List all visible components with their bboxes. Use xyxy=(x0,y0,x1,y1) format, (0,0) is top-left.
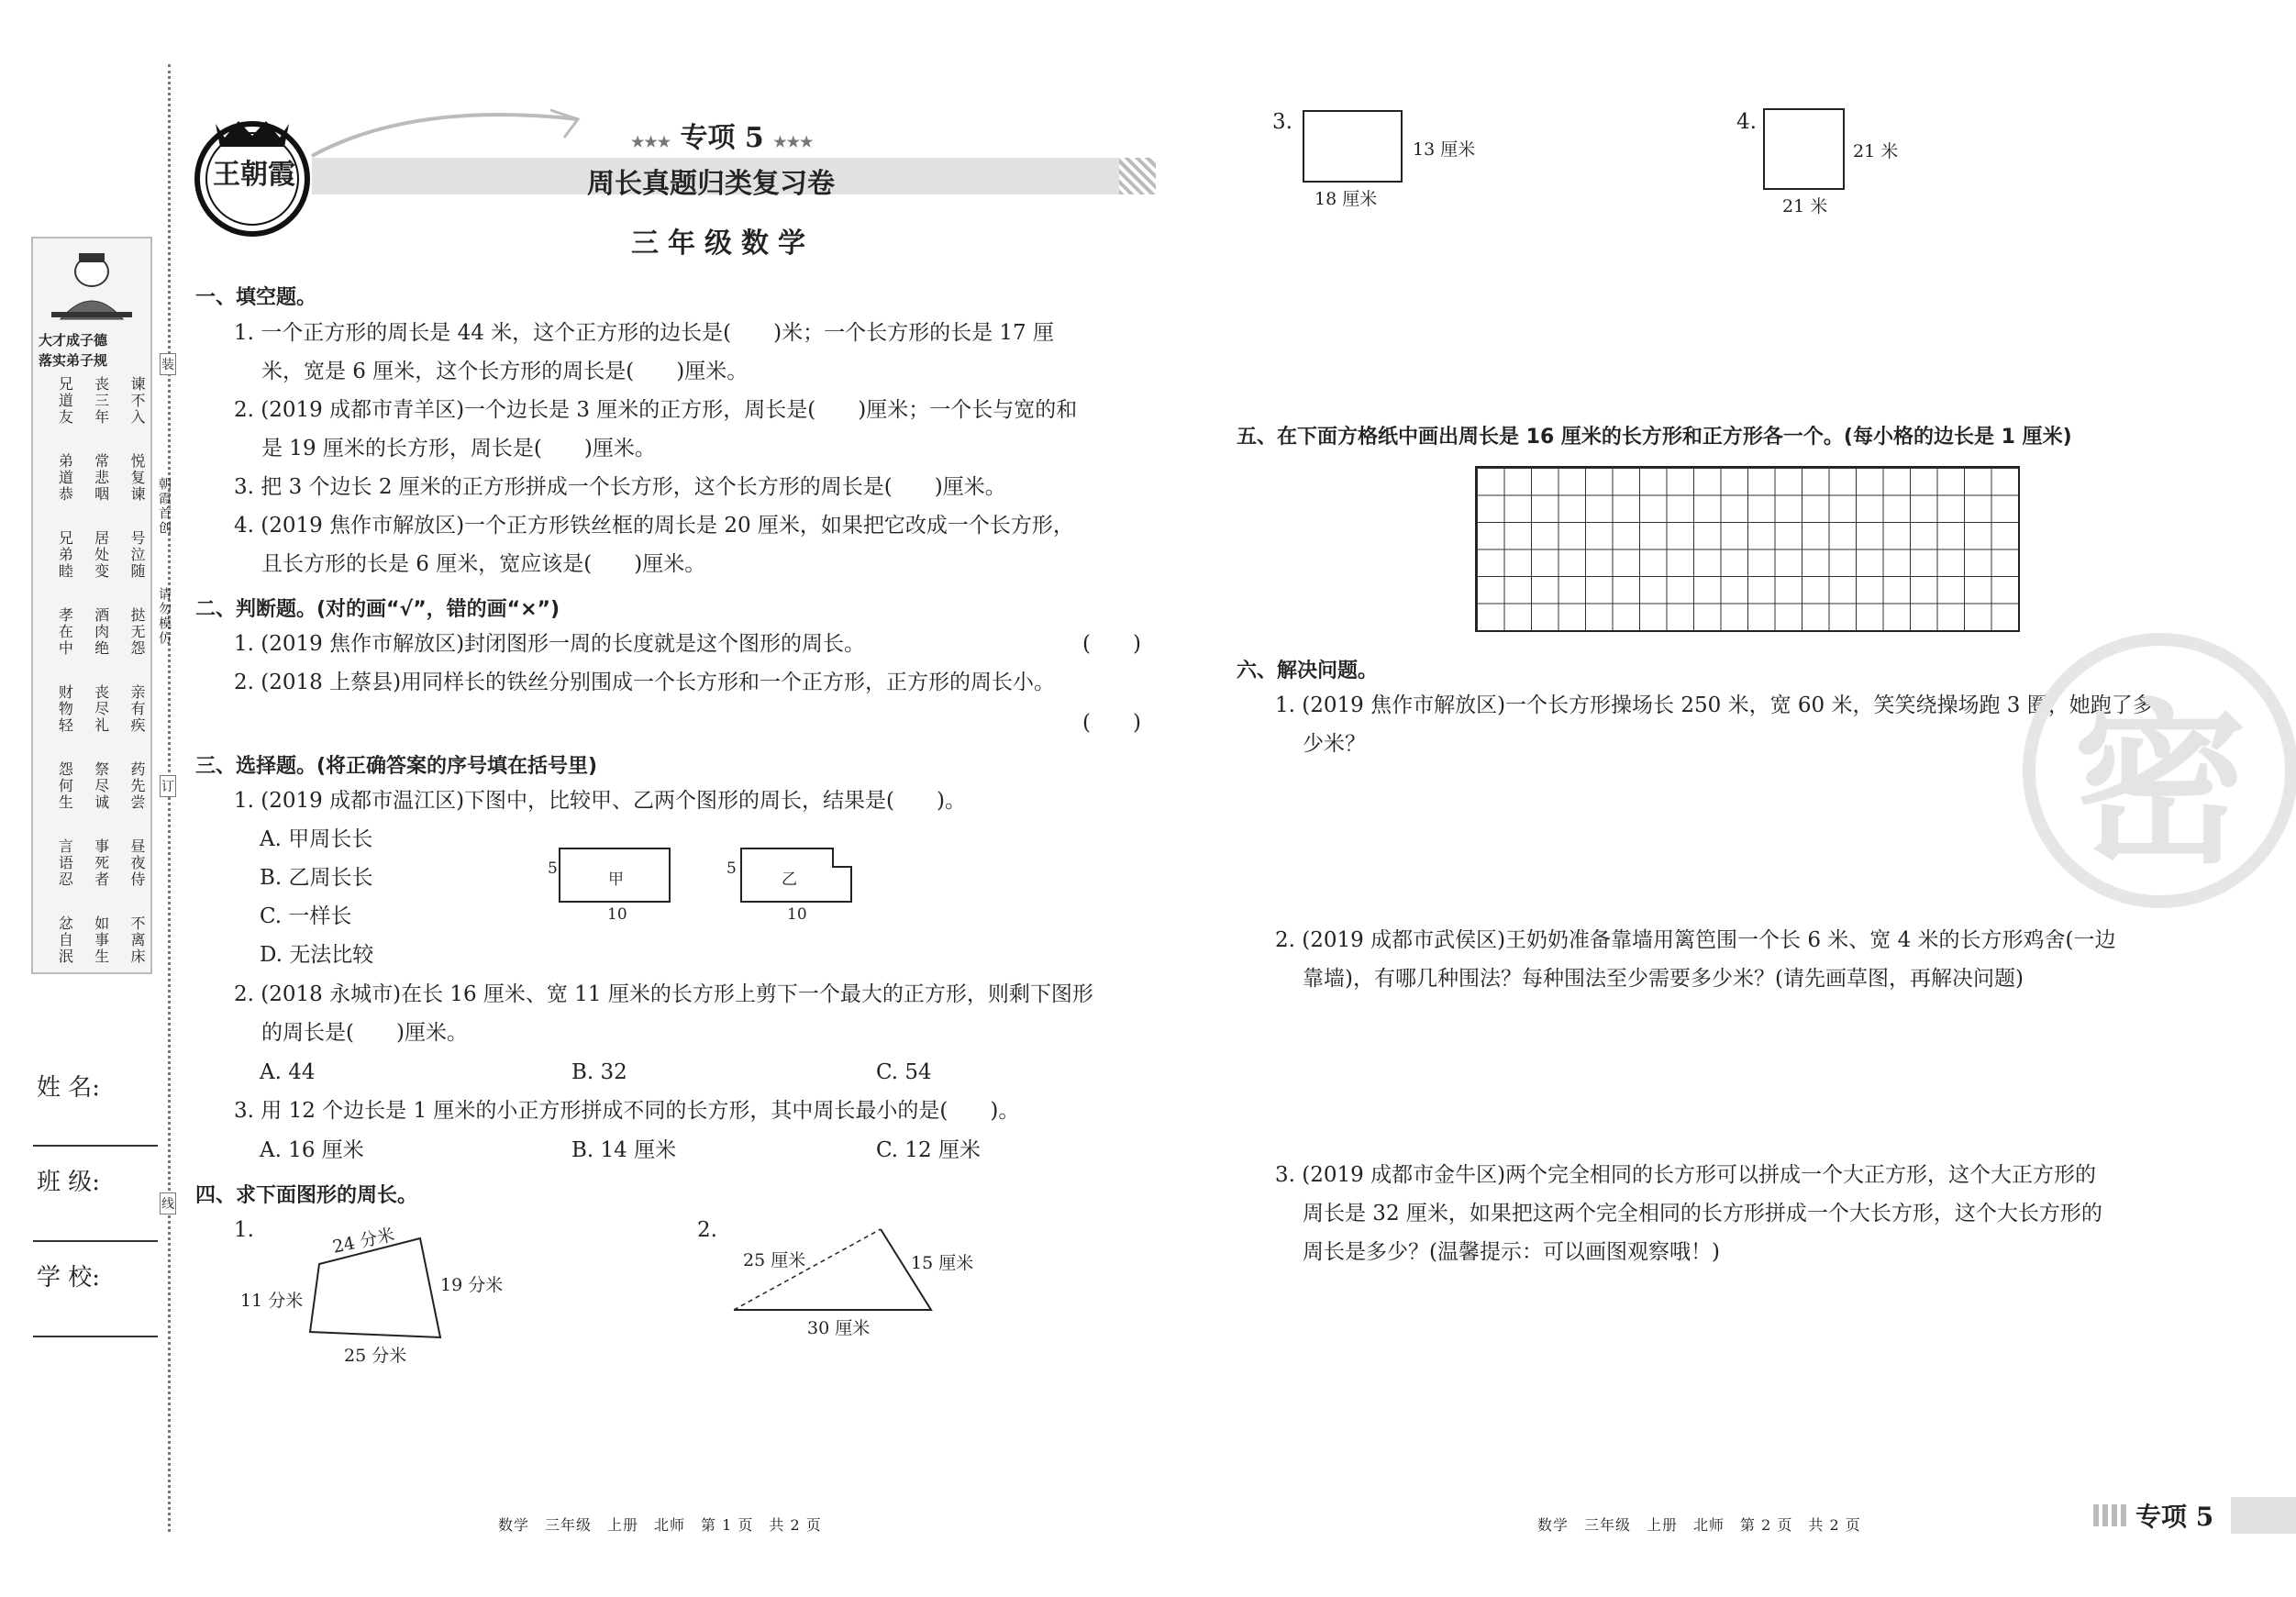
s3-q2-line2: 的周长是( )厘米。 xyxy=(261,1021,468,1045)
fig2-left-label: 25 厘米 xyxy=(743,1250,806,1270)
s3-q2-opt-c: C. 54 xyxy=(876,1060,932,1084)
s3-q1-opt-b: B. 乙周长长 xyxy=(260,866,373,890)
fig4-square xyxy=(1763,108,1845,190)
cut-mark-ding: 订 xyxy=(160,775,176,797)
motto-col: 忿自泯 xyxy=(56,915,74,965)
name-label: 姓 名: xyxy=(37,1074,101,1102)
motto-col: 孝在中 xyxy=(56,607,74,657)
side-note-1: 朝霞首创 xyxy=(157,477,172,536)
section-6-title: 六、解决问题。 xyxy=(1237,660,1379,682)
motto-col: 药先尝 xyxy=(128,761,146,811)
motto-col: 悦复谏 xyxy=(128,453,146,503)
motto-line-1: 大才成子德 xyxy=(39,332,108,349)
s2-q1: 1. (2019 焦作市解放区)封闭图形一周的长度就是这个图形的周长。 xyxy=(234,632,866,656)
s3-q3-opt-a: A. 16 厘米 xyxy=(260,1138,364,1162)
cut-mark-zhuang: 装 xyxy=(160,353,176,375)
fig1-bottom-label: 25 分米 xyxy=(344,1346,407,1366)
motto-col: 兄弟睦 xyxy=(56,530,74,580)
secret-stamp xyxy=(2023,633,2296,908)
class-field[interactable] xyxy=(33,1240,158,1242)
motto-col: 谏不入 xyxy=(128,376,146,426)
s6-q1-line1: 1. (2019 焦作市解放区)一个长方形操场长 250 米，宽 60 米，笑笑绕操场跑 3 圈，她跑了多 xyxy=(1275,693,2154,717)
s3-q2-opt-a: A. 44 xyxy=(260,1060,316,1084)
series-tag xyxy=(631,115,813,155)
section-5-title: 五、在下面方格纸中画出周长是 16 厘米的长方形和正方形各一个。(每小格的边长是 1 厘米) xyxy=(1237,426,2072,449)
s6-q1-line2: 少米？ xyxy=(1303,732,1366,756)
yi-height-label: 5 xyxy=(727,859,737,878)
motto-col: 怨何生 xyxy=(56,761,74,811)
s6-q2-line1: 2. (2019 成都市武侯区)王奶奶准备靠墙用篱笆围一个长 6 米、宽 4 米的长方形鸡舍(一边 xyxy=(1275,928,2116,952)
section-2-title: 二、判断题。(对的画“√”，错的画“×”) xyxy=(195,598,560,621)
section-4-title: 四、求下面图形的周长。 xyxy=(195,1184,418,1207)
fig3-rect xyxy=(1303,110,1403,183)
fig2-bottom-label: 30 厘米 xyxy=(807,1318,871,1338)
s3-q3-opt-b: B. 14 厘米 xyxy=(571,1138,677,1162)
s1-q4-line1: 4. (2019 焦作市解放区)一个正方形铁丝框的周长是 20 厘米，如果把它改成一个长方形， xyxy=(234,514,1074,538)
s6-q3-line2: 周长是 32 厘米，如果把这两个完全相同的长方形拼成一个大长方形，这个大长方形的 xyxy=(1303,1202,2102,1225)
s6-q3-line3: 周长是多少？(温馨提示：可以画图观察哦！) xyxy=(1303,1240,1720,1264)
motto-col: 财物轻 xyxy=(56,684,74,734)
fig4-right-label: 21 米 xyxy=(1853,141,1899,161)
jia-label: 甲 xyxy=(608,871,624,889)
fig1-right-label: 19 分米 xyxy=(440,1275,504,1295)
motto-col: 言语忍 xyxy=(56,838,74,888)
motto-line-2: 落实弟子规 xyxy=(39,352,108,369)
fig3-bottom-label: 18 厘米 xyxy=(1314,189,1378,209)
footer-tag-pattern xyxy=(2093,1504,2130,1526)
motto-col: 不离床 xyxy=(128,915,146,965)
s1-q3: 3. 把 3 个边长 2 厘米的正方形拼成一个长方形，这个长方形的周长是( )厘米。 xyxy=(234,475,1006,499)
s3-q1: 1. (2019 成都市温江区)下图中，比较甲、乙两个图形的周长，结果是( )。 xyxy=(234,789,966,813)
header-ribbon-icon xyxy=(303,101,596,165)
footer-tag: 专项 5 xyxy=(2135,1502,2214,1532)
s3-q1-opt-d: D. 无法比较 xyxy=(260,943,374,967)
fig3-number: 3. xyxy=(1272,110,1292,134)
footer-left: 数学 三年级 上册 北师 第 1 页 共 2 页 xyxy=(498,1516,822,1534)
fig2-right-label: 15 厘米 xyxy=(911,1253,974,1273)
s3-q1-opt-a: A. 甲周长长 xyxy=(260,827,373,851)
section-3-title: 三、选择题。(将正确答案的序号填在括号里) xyxy=(195,755,598,778)
name-field[interactable] xyxy=(33,1145,158,1147)
section-1-title: 一、填空题。 xyxy=(195,286,317,309)
jia-yi-figure xyxy=(541,839,871,931)
s1-q1-line1: 1. 一个正方形的周长是 44 米，这个正方形的边长是( )米；一个长方形的长是 17 厘 xyxy=(234,321,1054,345)
s6-q3-line1: 3. (2019 成都市金牛区)两个完全相同的长方形可以拼成一个大正方形，这个大正方形的 xyxy=(1275,1163,2097,1187)
s2-q1-answer-paren[interactable]: ( ) xyxy=(1082,632,1141,656)
scholar-mascot-icon xyxy=(33,246,150,328)
motto-col: 丧三年 xyxy=(92,376,110,426)
s1-q4-line2: 且长方形的长是 6 厘米，宽应该是( )厘米。 xyxy=(261,552,706,576)
motto-col: 号泣随 xyxy=(128,530,146,580)
motto-col: 酒肉绝 xyxy=(92,607,110,657)
yi-label: 乙 xyxy=(782,871,797,889)
s3-q1-opt-c: C. 一样长 xyxy=(260,904,352,928)
fig1-number: 1. xyxy=(234,1218,254,1242)
brand-name: 王朝霞 xyxy=(213,159,295,191)
side-note-2: 请勿模仿 xyxy=(157,587,172,646)
fig1-left-label: 11 分米 xyxy=(240,1291,304,1311)
jia-height-label: 5 xyxy=(548,859,558,878)
s2-q2: 2. (2018 上蔡县)用同样长的铁丝分别围成一个长方形和一个正方形，正方形的周长小。 xyxy=(234,671,1056,694)
class-label: 班 级: xyxy=(37,1169,101,1196)
motto-col: 兄道友 xyxy=(56,376,74,426)
school-label: 学 校: xyxy=(37,1264,101,1292)
sidebar-motto-panel xyxy=(31,237,152,974)
motto-col: 常悲咽 xyxy=(92,453,110,503)
s1-q2-line2: 是 19 厘米的长方形，周长是( )厘米。 xyxy=(261,437,656,460)
s3-q3: 3. 用 12 个边长是 1 厘米的小正方形拼成不同的长方形，其中周长最小的是( )。 xyxy=(234,1099,1020,1123)
fig2-number: 2. xyxy=(697,1218,717,1242)
school-field[interactable] xyxy=(33,1336,158,1337)
page-title: 周长真题归类复习卷 xyxy=(587,168,835,200)
s6-q2-line2: 靠墙)，有哪几种围法？每种围法至少需要多少米？(请先画草图，再解决问题) xyxy=(1303,967,2024,991)
fig4-number: 4. xyxy=(1736,110,1757,134)
stars-left: ★★★ xyxy=(631,133,671,150)
motto-col: 挞无怨 xyxy=(128,607,146,657)
page-subtitle: 三年级数学 xyxy=(631,227,815,260)
s3-q2-opt-b: B. 32 xyxy=(571,1060,627,1084)
motto-col: 昼夜侍 xyxy=(128,838,146,888)
motto-col: 祭尽诚 xyxy=(92,761,110,811)
fig1-top-label: 24 分米 xyxy=(330,1225,397,1258)
stars-right: ★★★ xyxy=(773,133,814,150)
motto-col: 事死者 xyxy=(92,838,110,888)
title-bar-pattern xyxy=(1119,158,1156,194)
motto-col: 亲有疾 xyxy=(128,684,146,734)
series-tag-text: 专项 5 xyxy=(680,122,764,154)
s1-q2-line1: 2. (2019 成都市青羊区)一个边长是 3 厘米的正方形，周长是( )厘米；一个长与宽的和 xyxy=(234,398,1078,422)
motto-col: 居处变 xyxy=(92,530,110,580)
footer-right: 数学 三年级 上册 北师 第 2 页 共 2 页 xyxy=(1537,1516,1861,1534)
s2-q2-answer-paren[interactable]: ( ) xyxy=(1082,711,1141,735)
s3-q2-line1: 2. (2018 永城市)在长 16 厘米、宽 11 厘米的长方形上剪下一个最大的正方形，则剩下图形 xyxy=(234,982,1093,1006)
jia-width-label: 10 xyxy=(607,905,627,924)
secret-stamp-text: 密 xyxy=(2072,683,2247,887)
yi-width-label: 10 xyxy=(787,905,807,924)
s1-q1-line2: 米，宽是 6 厘米，这个长方形的周长是( )厘米。 xyxy=(261,360,749,383)
motto-col: 如事生 xyxy=(92,915,110,965)
cut-mark-xian: 线 xyxy=(160,1192,176,1214)
motto-col: 丧尽礼 xyxy=(92,684,110,734)
fig3-right-label: 13 厘米 xyxy=(1413,139,1476,160)
cut-line xyxy=(168,64,171,1532)
s3-q3-opt-c: C. 12 厘米 xyxy=(876,1138,981,1162)
motto-col: 弟道恭 xyxy=(56,453,74,503)
grid-paper[interactable] xyxy=(1475,466,2020,632)
fig4-bottom-label: 21 米 xyxy=(1782,196,1828,216)
footer-tag-bar xyxy=(2231,1497,2296,1534)
motto-columns xyxy=(39,376,147,972)
